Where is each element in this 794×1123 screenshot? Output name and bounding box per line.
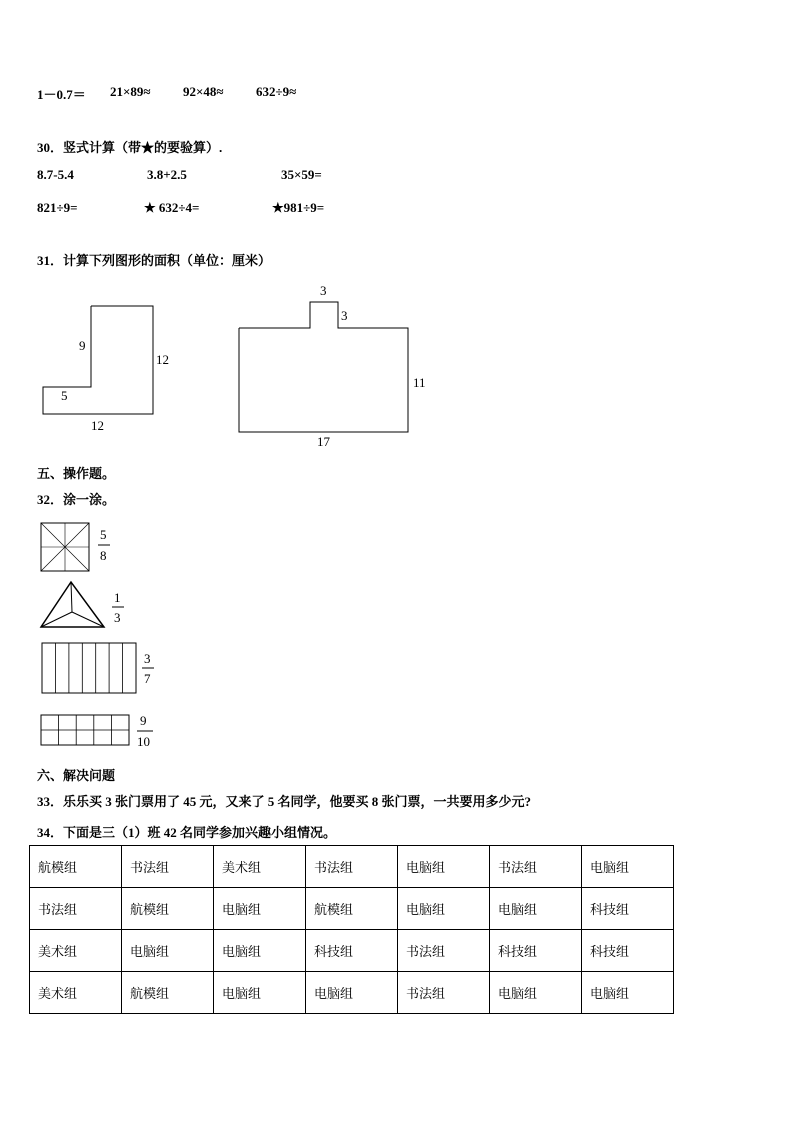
table-cell: 书法组 bbox=[30, 888, 122, 930]
table-row bbox=[30, 930, 674, 972]
table-cell: 书法组 bbox=[398, 972, 490, 1014]
l-shape-label-12-right: 12 bbox=[156, 352, 169, 367]
fraction-4-numerator: 9 bbox=[140, 713, 147, 728]
tab-rectangle-figure bbox=[239, 302, 408, 432]
interest-group-table bbox=[29, 845, 674, 1014]
table-cell: 电脑组 bbox=[214, 930, 306, 972]
table-cell: 科技组 bbox=[306, 930, 398, 972]
table-cell: 科技组 bbox=[582, 888, 674, 930]
question-34-title: 34．下面是三（1）班 42 名同学参加兴趣小组情况。 bbox=[37, 825, 337, 840]
table-cell: 电脑组 bbox=[582, 972, 674, 1014]
rect-label-11: 11 bbox=[413, 375, 426, 390]
q30-item-3: 35×59= bbox=[281, 167, 322, 182]
section-5-heading: 五、操作题。 bbox=[37, 466, 116, 481]
fraction-figures bbox=[0, 515, 200, 755]
table-cell: 电脑组 bbox=[398, 888, 490, 930]
section-6-heading: 六、解决问题 bbox=[37, 768, 116, 783]
l-shape-figure bbox=[43, 306, 153, 414]
tab-label-3-top: 3 bbox=[320, 283, 327, 298]
table-row bbox=[30, 972, 674, 1014]
question-30-title: 30．竖式计算（带★的要验算）. bbox=[37, 140, 223, 155]
question-32-title: 32．涂一涂。 bbox=[37, 492, 116, 507]
l-shape-label-12-bottom: 12 bbox=[91, 418, 104, 433]
table-cell: 航模组 bbox=[30, 846, 122, 888]
table-cell: 电脑组 bbox=[490, 888, 582, 930]
table-cell: 美术组 bbox=[214, 846, 306, 888]
table-cell: 美术组 bbox=[30, 972, 122, 1014]
fraction-1-denominator: 8 bbox=[100, 548, 107, 563]
table-cell: 航模组 bbox=[122, 972, 214, 1014]
table-cell: 书法组 bbox=[490, 846, 582, 888]
l-shape-label-9: 9 bbox=[79, 338, 86, 353]
estimate-item-1: 1－0.7＝ bbox=[37, 87, 86, 102]
table-row bbox=[30, 888, 674, 930]
triangle-three-parts bbox=[41, 582, 104, 627]
table-cell: 科技组 bbox=[582, 930, 674, 972]
q30-item-2: 3.8+2.5 bbox=[147, 167, 187, 182]
q30-item-5: ★ 632÷4= bbox=[144, 200, 200, 215]
table-cell: 航模组 bbox=[122, 888, 214, 930]
estimate-item-4: 632÷9≈ bbox=[256, 84, 297, 99]
q30-item-1: 8.7-5.4 bbox=[37, 167, 74, 182]
fraction-2-denominator: 3 bbox=[114, 610, 121, 625]
q30-item-4: 821÷9= bbox=[37, 200, 78, 215]
table-cell: 电脑组 bbox=[122, 930, 214, 972]
q30-item-6: ★981÷9= bbox=[272, 200, 325, 215]
table-cell: 电脑组 bbox=[214, 972, 306, 1014]
rect-label-17: 17 bbox=[317, 434, 330, 449]
table-cell: 电脑组 bbox=[306, 972, 398, 1014]
table-row bbox=[30, 846, 674, 888]
table-cell: 书法组 bbox=[122, 846, 214, 888]
rectangle-seven-columns bbox=[42, 643, 136, 693]
question-33: 33．乐乐买 3 张门票用了 45 元，又来了 5 名同学，他要买 8 张门票，一共要用多少元? bbox=[37, 794, 532, 809]
l-shape-label-5: 5 bbox=[61, 388, 68, 403]
table-cell: 书法组 bbox=[306, 846, 398, 888]
estimate-item-3: 92×48≈ bbox=[183, 84, 224, 99]
tab-label-3-side: 3 bbox=[341, 308, 348, 323]
fraction-3-denominator: 7 bbox=[144, 671, 151, 686]
fraction-2-numerator: 1 bbox=[114, 590, 121, 605]
grid-ten-cells bbox=[41, 715, 129, 745]
table-cell: 航模组 bbox=[306, 888, 398, 930]
table-cell: 电脑组 bbox=[490, 972, 582, 1014]
table-cell: 电脑组 bbox=[398, 846, 490, 888]
square-eight-parts bbox=[41, 523, 89, 571]
table-cell: 电脑组 bbox=[214, 888, 306, 930]
fraction-3-numerator: 3 bbox=[144, 651, 151, 666]
table-cell: 美术组 bbox=[30, 930, 122, 972]
table-cell: 书法组 bbox=[398, 930, 490, 972]
table-cell: 科技组 bbox=[490, 930, 582, 972]
fraction-1-numerator: 5 bbox=[100, 527, 107, 542]
table-cell: 电脑组 bbox=[582, 846, 674, 888]
fraction-4-denominator: 10 bbox=[137, 734, 150, 749]
area-figures bbox=[0, 280, 460, 450]
estimate-item-2: 21×89≈ bbox=[110, 84, 151, 99]
question-31-title: 31．计算下列图形的面积（单位：厘米） bbox=[37, 253, 272, 268]
